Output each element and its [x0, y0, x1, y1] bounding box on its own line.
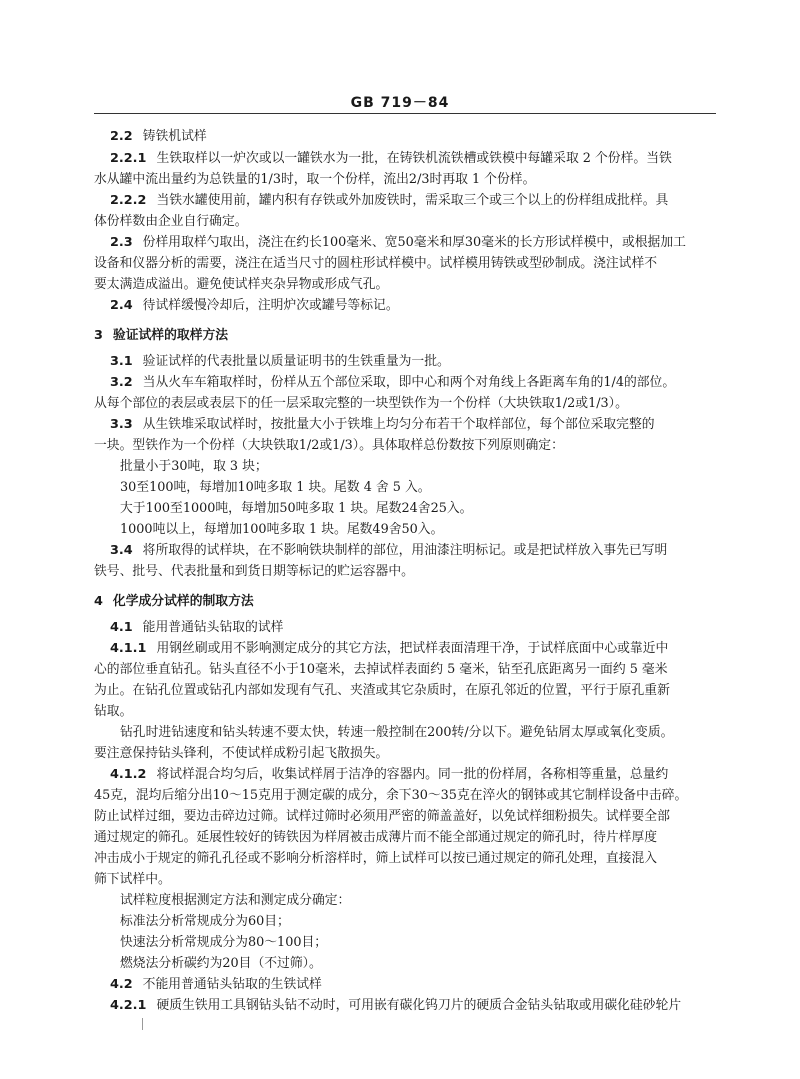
clause-text: 水从罐中流出量约为总铁量的1/3时，取一个份样，流出2/3时再取 1 个份样。 — [94, 172, 536, 187]
clause-text: 要太满造成溢出。避免使试样夹杂异物或形成气孔。 — [94, 277, 389, 292]
text-line — [110, 997, 732, 1015]
text-line — [94, 871, 716, 889]
text-line — [110, 297, 732, 315]
clause-number: 4.2.1 — [110, 998, 147, 1013]
clause-text: 当铁水罐使用前，罐内积有存铁或外加废铁时，需采取三个或三个以上的份样组成批样。具 — [156, 193, 669, 208]
clause-text: 30至100吨，每增加10吨多取 1 块。尾数 4 舍 5 入。 — [120, 480, 431, 495]
clause-text: 筛下试样中。 — [94, 872, 171, 887]
clause-text: 燃烧法分析碳约为20目（不过筛）。 — [120, 956, 322, 971]
text-line — [110, 976, 732, 994]
clause-text: 验证试样的代表批量以质量证明书的生铁重量为一批。 — [142, 354, 450, 369]
text-line — [94, 395, 716, 413]
section-heading — [94, 327, 716, 345]
page-header-standard-number: GB 719－84 — [350, 95, 450, 111]
text-line — [120, 724, 742, 742]
clause-number: 4 — [94, 594, 103, 609]
clause-number: 3.1 — [110, 354, 133, 369]
clause-text: 能用普通钻头钻取的试样 — [142, 620, 284, 635]
clause-text: 通过规定的筛孔。延展性较好的铸铁因为样屑被击成薄片而不能全部通过规定的筛孔时，待片样厚度 — [94, 830, 658, 845]
text-line — [94, 563, 716, 581]
text-line — [110, 640, 732, 658]
text-line — [94, 787, 716, 805]
clause-text: 从生铁堆采取试样时，按批量大小于铁堆上均匀分布若干个取样部位，每个部位采取完整的 — [142, 417, 655, 432]
clause-number: 4.1.2 — [110, 767, 147, 782]
clause-text: 钻取。 — [94, 704, 133, 719]
text-line — [94, 255, 716, 273]
clause-text: 标准法分析常规成分为60目； — [120, 914, 290, 929]
clause-number: 2.2.1 — [110, 151, 147, 166]
clause-number: 3.3 — [110, 417, 133, 432]
clause-text: 硬质生铁用工具钢钻头钻不动时，可用嵌有碳化钨刀片的硬质合金钻头钻取或用碳化硅砂轮片 — [156, 998, 682, 1013]
clause-number: 3.2 — [110, 375, 133, 390]
text-line — [120, 458, 742, 476]
clause-text: 心的部位垂直钻孔。钻头直径不小于10毫米，去掉试样表面约 5 毫米，钻至孔底距离另一面约 5 毫米 — [94, 662, 668, 677]
clause-number: 2.2.2 — [110, 193, 147, 208]
text-line — [120, 479, 742, 497]
clause-text: 设备和仪器分析的需要，浇注在适当尺寸的圆柱形试样模中。试样模用铸铁或型砂制成。浇注试样不 — [94, 256, 658, 271]
text-line — [94, 171, 716, 189]
clause-number: 3.4 — [110, 543, 133, 558]
text-line — [110, 619, 732, 637]
clause-text: 铁号、批号、代表批量和到货日期等标记的贮运容器中。 — [94, 564, 414, 579]
clause-text: 大于100至1000吨，每增加50吨多取 1 块。尾数24舍25入。 — [120, 501, 473, 516]
text-line — [110, 128, 732, 146]
clause-text: 化学成分试样的制取方法 — [112, 594, 254, 609]
clause-text: 将所取得的试样块，在不影响铁块制样的部位，用油漆注明标记。或是把试样放入事先已写明 — [142, 543, 668, 558]
clause-text: 验证试样的取样方法 — [112, 328, 229, 343]
text-line — [120, 955, 742, 973]
clause-number: 3 — [94, 328, 103, 343]
clause-text: 冲击成小于规定的筛孔孔径或不影响分析溶样时，筛上试样可以按已通过规定的筛孔处理，直接混入 — [94, 851, 658, 866]
clause-text: 生铁取样以一炉次或以一罐铁水为一批，在铸铁机流铁槽或铁模中每罐采取 2 个份样。当铁 — [156, 151, 672, 166]
clause-text: 要注意保持钻头锋利，不使试样成粉引起飞散损失。 — [94, 746, 389, 761]
clause-text: 用钢丝刷或用不影响测定成分的其它方法，把试样表面清理干净，于试样底面中心或靠近中 — [156, 641, 669, 656]
clause-number: 4.1 — [110, 620, 133, 635]
clause-text: 45克，混均后缩分出10～15克用于测定碳的成分，余下30～35克在淬火的钢钵或其它制样设备中击碎。 — [94, 788, 688, 803]
clause-text: 一块。型铁作为一个份样（大块铁取1/2或1/3）。具体取样总份数按下列原则确定： — [94, 438, 564, 453]
text-line — [94, 276, 716, 294]
clause-text: 1000吨以上，每增加100吨多取 1 块。尾数49舍50入。 — [120, 522, 444, 537]
text-line — [94, 850, 716, 868]
clause-number: 4.1.1 — [110, 641, 147, 656]
text-line — [110, 234, 732, 252]
clause-text: 当从火车车箱取样时，份样从五个部位采取，即中心和两个对角线上各距离车角的1/4的部位。 — [142, 375, 676, 390]
clause-text: 铸铁机试样 — [142, 129, 207, 144]
text-line — [120, 913, 742, 931]
clause-text: 不能用普通钻头钻取的生铁试样 — [142, 977, 322, 992]
text-line — [110, 416, 732, 434]
text-line — [120, 521, 742, 539]
text-line — [120, 500, 742, 518]
clause-number: 2.4 — [110, 298, 133, 313]
text-line — [94, 437, 716, 455]
text-line — [110, 766, 732, 784]
clause-text: 防止试样过细，要边击碎边过筛。试样过筛时必须用严密的筛盖盖好，以免试样细粉损失。试样要全部 — [94, 809, 670, 824]
text-line — [94, 829, 716, 847]
text-line — [94, 703, 716, 721]
text-line — [110, 353, 732, 371]
clause-number: 4.2 — [110, 977, 133, 992]
section-heading — [94, 593, 716, 611]
clause-text: 待试样缓慢冷却后，注明炉次或罐号等标记。 — [142, 298, 399, 313]
clause-text: 试样粒度根据测定方法和测定成分确定： — [120, 893, 351, 908]
text-line — [94, 661, 716, 679]
clause-text: 体份样数由企业自行确定。 — [94, 214, 248, 229]
clause-text: 将试样混合均匀后，收集试样屑于洁净的容器内。同一批的份样屑，各称相等重量，总量约 — [156, 767, 669, 782]
header-rule — [94, 113, 716, 114]
clause-text: 为止。在钻孔位置或钻孔内部如发现有气孔、夹渣或其它杂质时，在原孔邻近的位置，平行于原孔重新 — [94, 683, 670, 698]
text-line — [110, 542, 732, 560]
text-line — [94, 745, 716, 763]
clause-number: 2.2 — [110, 129, 133, 144]
text-line — [110, 374, 732, 392]
clause-text: 从每个部位的表层或表层下的任一层采取完整的一块型铁作为一个份样（大块铁取1/2或1/3）。 — [94, 396, 628, 411]
clause-number: 2.3 — [110, 235, 133, 250]
text-line — [94, 213, 716, 231]
clause-text: 份样用取样勺取出，浇注在约长100毫米、宽50毫米和厚30毫米的长方形试样模中，或根据加工 — [142, 235, 686, 250]
clause-text: 批量小于30吨，取 3 块； — [120, 459, 268, 474]
text-line — [94, 808, 716, 826]
text-line — [110, 192, 732, 210]
scan-mark — [142, 1018, 143, 1030]
clause-text: 钻孔时进钻速度和钻头转速不要太快，转速一般控制在200转/分以下。避免钻屑太厚或氧化变质。 — [120, 725, 674, 740]
text-line — [94, 682, 716, 700]
text-line — [120, 934, 742, 952]
text-line — [120, 892, 742, 910]
clause-text: 快速法分析常规成分为80～100目； — [120, 935, 328, 950]
text-line — [110, 150, 732, 168]
